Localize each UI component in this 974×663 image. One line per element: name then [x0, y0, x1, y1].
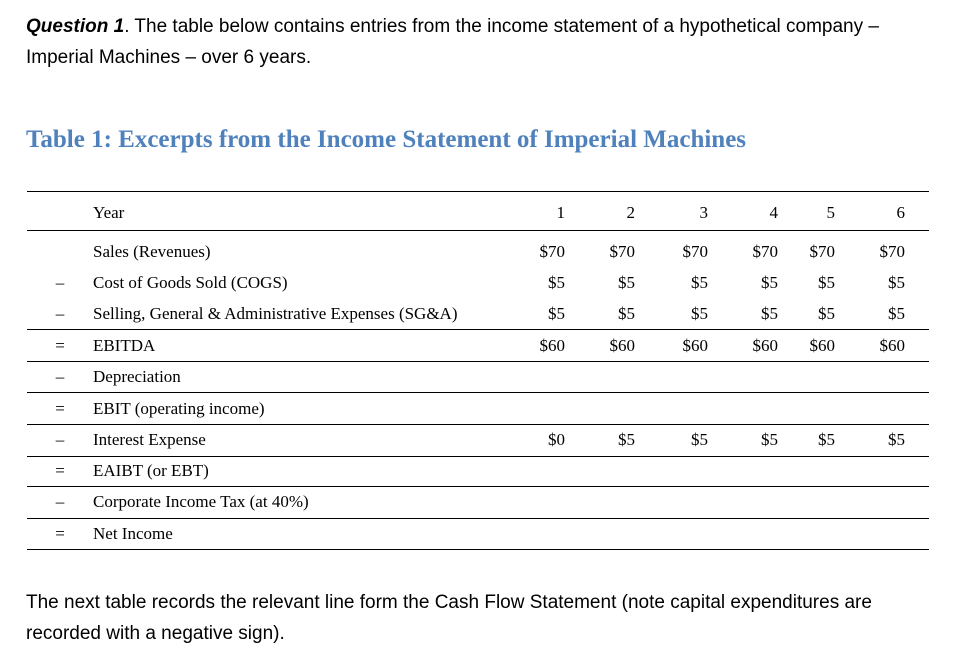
- table-header-row: [0, 197, 974, 228]
- row-value-year-1: $0: [548, 430, 565, 449]
- table-row: [0, 267, 974, 298]
- row-value-year-5: $5: [818, 304, 835, 323]
- question-text: . The table below contains entries from the income statement of a hypothetical company – Imperial Machines – over 6 years.: [26, 16, 879, 68]
- row-value-year-5: $5: [818, 430, 835, 449]
- row-label: Selling, General & Administrative Expenses (SG&A): [93, 304, 458, 323]
- header-year-3: 3: [699, 203, 708, 222]
- row-value-year-4: $60: [752, 336, 778, 355]
- row-operator: –: [55, 430, 65, 449]
- row-label: EBITDA: [93, 336, 156, 355]
- row-label: Cost of Goods Sold (COGS): [93, 273, 288, 292]
- row-value-year-1: $5: [548, 304, 565, 323]
- header-rule: [27, 230, 929, 231]
- table-row: [0, 330, 974, 361]
- row-value-year-5: $5: [818, 273, 835, 292]
- table-row: [0, 424, 974, 455]
- row-value-year-1: $60: [539, 336, 565, 355]
- row-value-year-1: $5: [548, 273, 565, 292]
- header-year-1: 1: [556, 203, 565, 222]
- header-year-4: 4: [769, 203, 778, 222]
- row-value-year-4: $5: [761, 304, 778, 323]
- table-row: [0, 298, 974, 329]
- header-year-6: 6: [896, 203, 905, 222]
- table-row: [0, 518, 974, 549]
- table-row: [0, 455, 974, 486]
- row-label: Net Income: [93, 524, 173, 543]
- row-label: Corporate Income Tax (at 40%): [93, 492, 309, 511]
- table-row: [0, 361, 974, 392]
- table-row: [0, 486, 974, 517]
- row-value-year-5: $70: [809, 242, 835, 261]
- row-label: EBIT (operating income): [93, 399, 265, 418]
- row-value-year-6: $60: [879, 336, 905, 355]
- row-operator: –: [55, 492, 65, 511]
- row-operator: =: [55, 399, 65, 418]
- table-title: Table 1: Excerpts from the Income Statement of Imperial Machines: [26, 126, 747, 153]
- table-row: [0, 236, 974, 267]
- row-value-year-4: $70: [752, 242, 778, 261]
- row-value-year-2: $5: [618, 304, 635, 323]
- row-operator: –: [55, 273, 65, 292]
- row-label: Sales (Revenues): [93, 242, 211, 261]
- header-year-2: 2: [626, 203, 635, 222]
- row-value-year-3: $70: [682, 242, 708, 261]
- row-value-year-1: $70: [539, 242, 565, 261]
- row-value-year-3: $5: [691, 304, 708, 323]
- row-operator: =: [55, 336, 65, 355]
- row-value-year-2: $70: [609, 242, 635, 261]
- row-value-year-5: $60: [809, 336, 835, 355]
- row-operator: =: [55, 461, 65, 480]
- row-operator: –: [55, 367, 65, 386]
- table-row: [0, 393, 974, 424]
- table-top-rule: [27, 191, 929, 192]
- row-label: EAIBT (or EBT): [93, 461, 209, 480]
- header-year-label: Year: [93, 203, 125, 222]
- row-value-year-3: $60: [682, 336, 708, 355]
- row-value-year-2: $5: [618, 430, 635, 449]
- row-label: Depreciation: [93, 367, 181, 386]
- row-value-year-6: $5: [888, 430, 905, 449]
- row-operator: =: [55, 524, 65, 543]
- row-label: Interest Expense: [93, 430, 206, 449]
- row-value-year-3: $5: [691, 430, 708, 449]
- row-value-year-4: $5: [761, 273, 778, 292]
- row-value-year-2: $60: [609, 336, 635, 355]
- row-value-year-3: $5: [691, 273, 708, 292]
- row-operator: –: [55, 304, 65, 323]
- table-bottom-rule: [27, 549, 929, 550]
- row-value-year-4: $5: [761, 430, 778, 449]
- row-value-year-6: $5: [888, 304, 905, 323]
- row-value-year-2: $5: [618, 273, 635, 292]
- row-value-year-6: $70: [879, 242, 905, 261]
- cash-flow-intro: The next table records the relevant line form the Cash Flow Statement (note capital expenditures are recorded with a negative sign).: [26, 592, 872, 644]
- header-year-5: 5: [826, 203, 835, 222]
- row-value-year-6: $5: [888, 273, 905, 292]
- question-label: Question 1: [26, 16, 125, 37]
- question-intro: [26, 11, 926, 73]
